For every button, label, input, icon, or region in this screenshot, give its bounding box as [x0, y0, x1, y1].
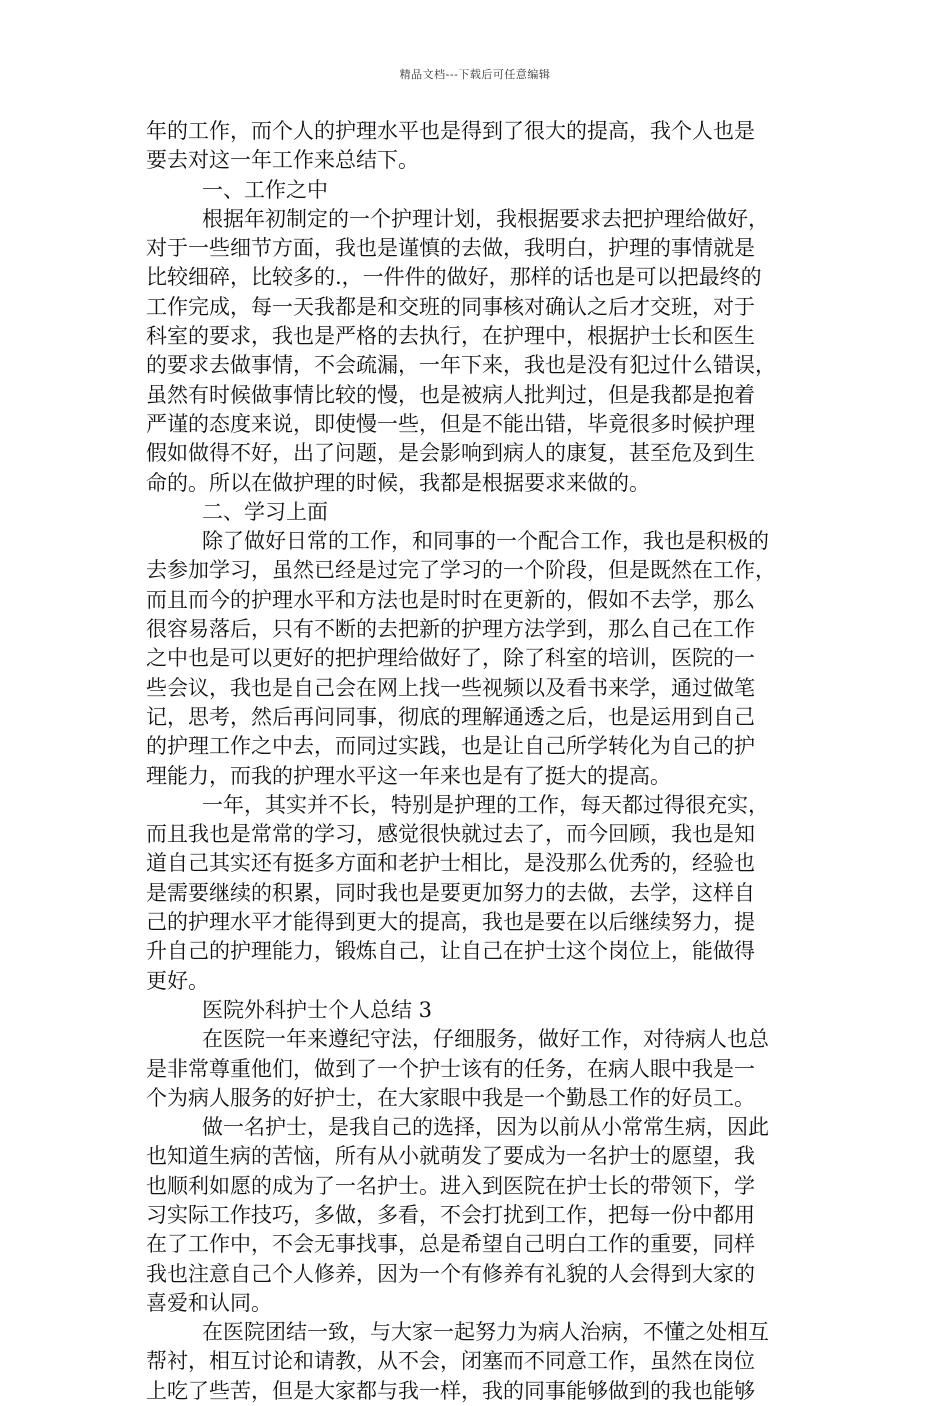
text-line: 帮衬，相互讨论和请教，从不会，闭塞而不同意工作，虽然在岗位 — [146, 1349, 755, 1374]
text-line: 个为病人服务的好护士，在大家眼中我是一个勤恳工作的好员工。 — [146, 1085, 755, 1110]
text-line: 而且我也是常常的学习，感觉很快就过去了，而今回顾，我也是知 — [146, 822, 755, 847]
text-line: 命的。所以在做护理的时候，我都是根据要求来做的。 — [146, 470, 650, 495]
document-body — [146, 117, 806, 1406]
text-line: 在医院团结一致，与大家一起努力为病人治病，不懂之处相互 — [202, 1320, 769, 1345]
text-line: 二、学习上面 — [202, 499, 328, 524]
text-line: 是需要继续的积累，同时我也是要更加努力的去做，去学，这样自 — [146, 880, 755, 905]
text-line: 对于一些细节方面，我也是谨慎的去做，我明白，护理的事情就是 — [146, 236, 755, 261]
text-line: 假如做得不好，出了问题，是会影响到病人的康复，甚至危及到生 — [146, 441, 755, 466]
text-line: 的要求去做事情，不会疏漏，一年下来，我也是没有犯过什么错误， — [146, 353, 776, 378]
text-line: 除了做好日常的工作，和同事的一个配合工作，我也是积极的 — [202, 529, 769, 554]
text-line: 我也注意自己个人修养，因为一个有修养有礼貌的人会得到大家的 — [146, 1261, 755, 1286]
text-line: 工作完成，每一天我都是和交班的同事核对确认之后才交班，对于 — [146, 294, 755, 319]
page-header: 精品文档---下载后可任意编辑 — [399, 68, 551, 81]
text-line: 根据年初制定的一个护理计划，我根据要求去把护理给做好， — [202, 206, 769, 231]
text-line: 比较细碎，比较多的.，一件件的做好，那样的话也是可以把最终的 — [146, 265, 762, 290]
text-line: 些会议，我也是自己会在网上找一些视频以及看书来学，通过做笔 — [146, 675, 755, 700]
text-line: 一年，其实并不长，特别是护理的工作，每天都过得很充实， — [202, 792, 769, 817]
text-line: 去参加学习，虽然已经是过完了学习的一个阶段，但是既然在工作， — [146, 558, 776, 583]
text-line: 在医院一年来遵纪守法，仔细服务，做好工作，对待病人也总 — [202, 1027, 769, 1052]
text-line: 的护理工作之中去，而同过实践，也是让自己所学转化为自己的护 — [146, 734, 755, 759]
text-line: 做一名护士，是我自己的选择，因为以前从小常常生病，因此 — [202, 1115, 769, 1140]
text-line: 医院外科护士个人总结 3 — [202, 997, 433, 1022]
text-line: 升自己的护理能力，锻炼自己，让自己在护士这个岗位上，能做得 — [146, 939, 755, 964]
text-line: 一、工作之中 — [202, 177, 328, 202]
text-line: 很容易落后，只有不断的去把新的护理方法学到，那么自己在工作 — [146, 617, 755, 642]
text-line: 科室的要求，我也是严格的去执行，在护理中，根据护士长和医生 — [146, 324, 755, 349]
text-line: 在了工作中，不会无事找事，总是希望自己明白工作的重要，同样 — [146, 1232, 755, 1257]
text-line: 喜爱和认同。 — [146, 1290, 272, 1315]
text-line: 而且而今的护理水平和方法也是时时在更新的，假如不去学，那么 — [146, 587, 755, 612]
text-line: 记，思考，然后再问同事，彻底的理解通透之后，也是运用到自己 — [146, 704, 755, 729]
text-line: 严谨的态度来说，即使慢一些，但是不能出错，毕竟很多时候护理 — [146, 411, 755, 436]
text-line: 虽然有时候做事情比较的慢，也是被病人批判过，但是我都是抱着 — [146, 382, 755, 407]
text-line: 上吃了些苦，但是大家都与我一样，我的同事能够做到的我也能够 — [146, 1378, 755, 1403]
text-line: 之中也是可以更好的把护理给做好了，除了科室的培训，医院的一 — [146, 646, 755, 671]
text-line: 也顺利如愿的成为了一名护士。进入到医院在护士长的带领下，学 — [146, 1173, 755, 1198]
text-line: 习实际工作技巧，多做，多看，不会打扰到工作，把每一份中都用 — [146, 1202, 755, 1227]
text-line: 理能力，而我的护理水平这一年来也是有了挺大的提高。 — [146, 763, 671, 788]
text-line: 己的护理水平才能得到更大的提高，我也是要在以后继续努力，提 — [146, 910, 755, 935]
text-line: 更好。 — [146, 968, 209, 993]
text-line: 也知道生病的苦恼，所有从小就萌发了要成为一名护士的愿望，我 — [146, 1144, 755, 1169]
text-line: 道自己其实还有挺多方面和老护士相比，是没那么优秀的，经验也 — [146, 851, 755, 876]
text-line: 年的工作，而个人的护理水平也是得到了很大的提高，我个人也是 — [146, 119, 755, 143]
text-line: 要去对这一年工作来总结下。 — [146, 148, 419, 173]
text-line: 是非常尊重他们，做到了一个护士该有的任务，在病人眼中我是一 — [146, 1056, 755, 1081]
